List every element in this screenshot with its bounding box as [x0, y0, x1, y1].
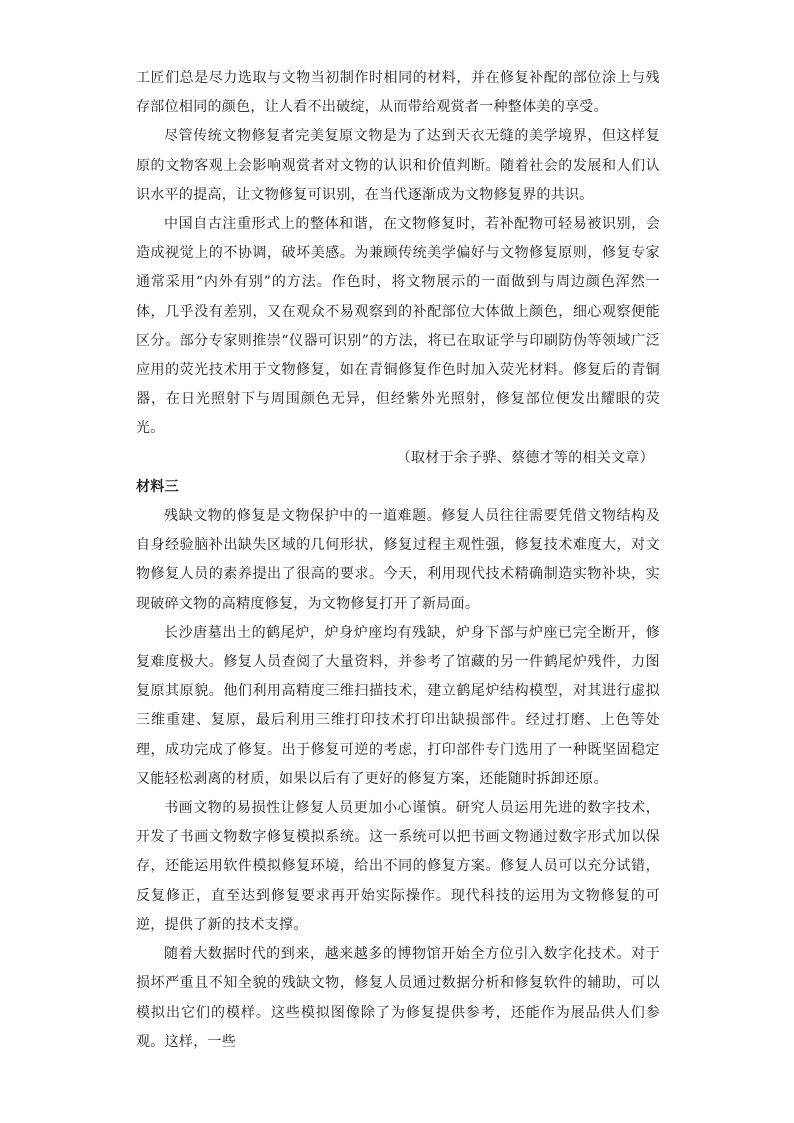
- paragraph: 长沙唐墓出土的鹤尾炉，炉身炉座均有残缺，炉身下部与炉座已完全断开，修复难度极大。修复人员查阅了大量资料，并参考了馆藏的另一件鹤尾炉残件，力图复原其原貌。他们利用高精度三维扫描技术，建立鹤尾炉结构模型，对其进行虚拟三维重建、复原，最后利用三维打印技术打印出缺损部件。经过打磨、上色等处理，成功完成了修复。出于修复可逆的考虑，打印部件专门选用了一种既坚固稳定又能轻松剥离的材质，如果以后有了更好的修复方案，还能随时拆卸还原。: [136, 624, 660, 787]
- section-heading: 材料三: [136, 478, 179, 495]
- paragraph: 残缺文物的修复是文物保护中的一道难题。修复人员往往需要凭借文物结构及自身经验脑补出缺失区域的几何形状，修复过程主观性强，修复技术难度大，对文物修复人员的素养提出了很高的要求。今天，利用现代技术精确制造实物补块，实现破碎文物的高精度修复，为文物修复打开了新局面。: [136, 508, 660, 612]
- paragraph: 书画文物的易损性让修复人员更加小心谨慎。研究人员运用先进的数字技术，开发了书画文物数字修复模拟系统。这一系统可以把书画文物通过数字形式加以保存，还能运用软件模拟修复环境，给出不同的修复方案。修复人员可以充分试错，反复修正，直至达到修复要求再开始实际操作。现代科技的运用为文物修复的可逆，提供了新的技术支撑。: [136, 800, 660, 933]
- document-page: [136, 64, 660, 1057]
- paragraph: 中国自古注重形式上的整体和谐，在文物修复时，若补配物可轻易被识别，会造成视觉上的不协调，破坏美感。为兼顾传统美学偏好与文物修复原则，修复专家通常采用“内外有别”的方法。作色时，将文物展示的一面做到与周边颜色浑然一体，几乎没有差别，又在观众不易观察到的补配部位大体做上颜色，细心观察便能区分。部分专家则推崇“仪器可识别”的方法，将已在取证学与印刷防伪等领域广泛应用的荧光技术用于文物修复，如在青铜修复作色时加入荧光材料。修复后的青铜器，在日光照射下与周围颜色无异，但经紫外光照射，修复部位便发出耀眼的荧光。: [136, 216, 660, 437]
- paragraph: 尽管传统文物修复者完美复原文物是为了达到天衣无缝的美学境界，但这样复原的文物客观上会影响观赏者对文物的认识和价值判断。随着社会的发展和人们认识水平的提高，让文物修复可识别，在当代逐渐成为文物修复界的共识。: [136, 128, 660, 203]
- paragraph: 随着大数据时代的到来，越来越多的博物馆开始全方位引入数字化技术。对于损坏严重且不知全貌的残缺文物，修复人员通过数据分析和修复软件的辅助，可以模拟出它们的模样。这些模拟图像除了为修复提供参考，还能作为展品供人们参观。这样，一些: [136, 946, 660, 1050]
- paragraph: 工匠们总是尽力选取与文物当初制作时相同的材料，并在修复补配的部位涂上与残存部位相同的颜色，让人看不出破绽，从而带给观赏者一种整体美的享受。: [136, 70, 660, 116]
- source-citation: （取材于余子骅、蔡德才等的相关文章）: [396, 449, 654, 466]
